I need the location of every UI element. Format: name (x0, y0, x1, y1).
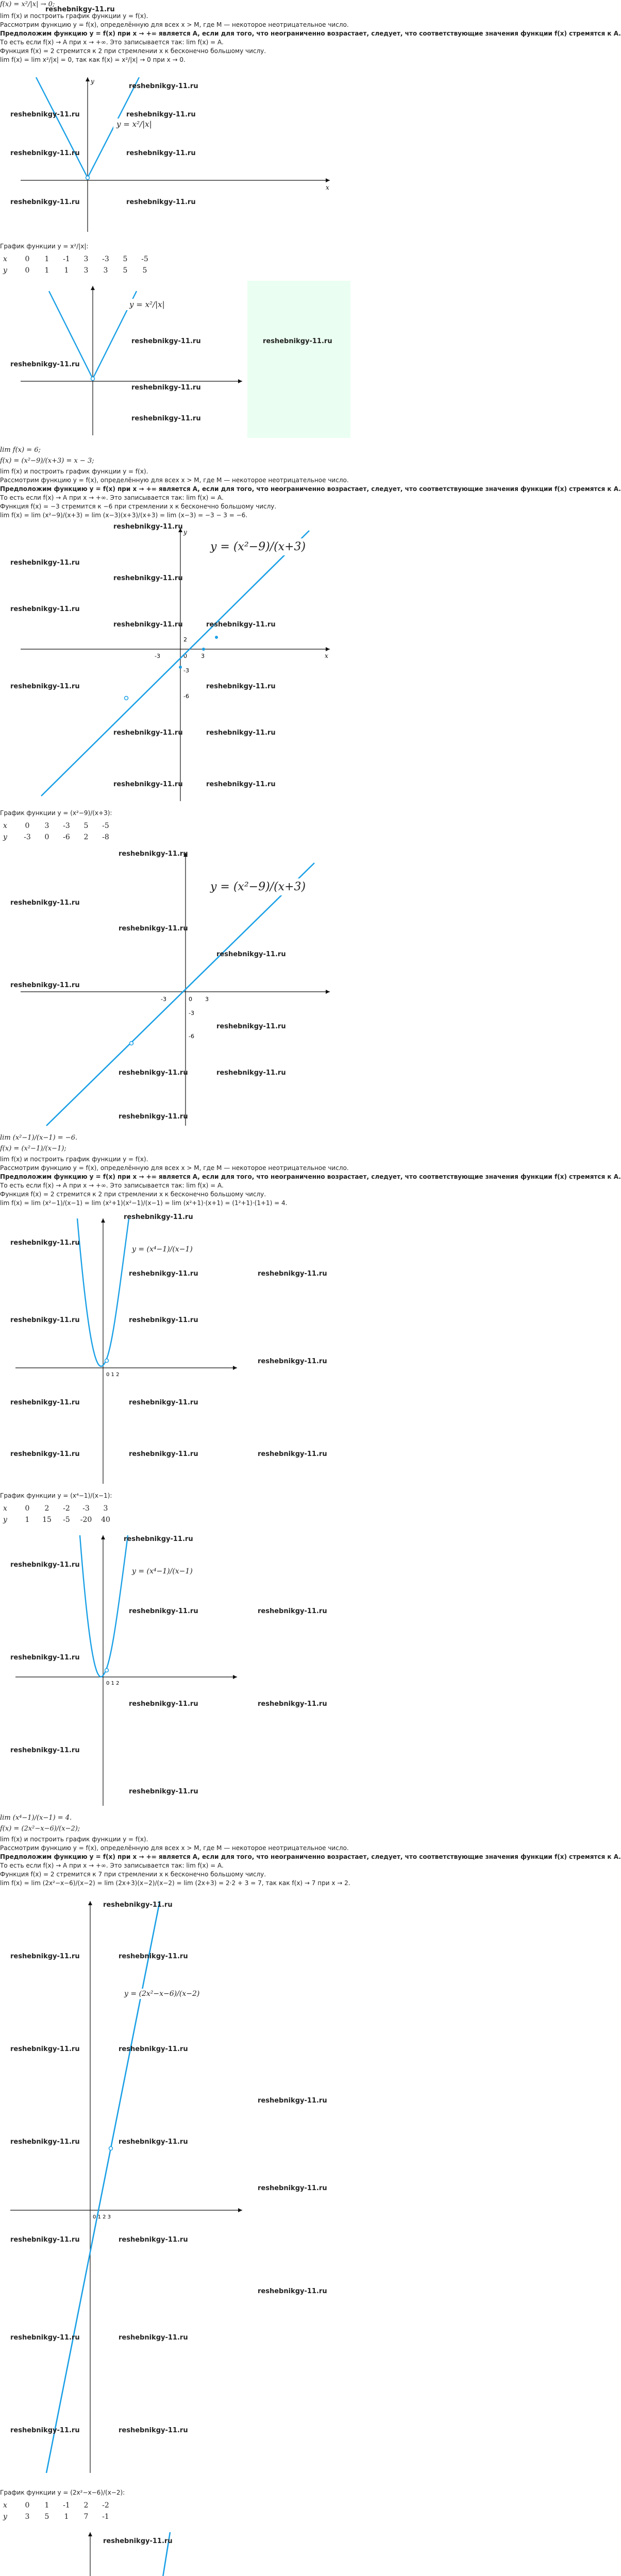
svg-text:y: y (91, 78, 94, 85)
section-3-intro (0, 1133, 621, 1208)
table-caption: График функции y = x²/|x|: (0, 243, 89, 250)
intro-line: lim f(x) = lim x²/|x| = 0, так как f(x) = x²/|x| → 0 при x → 0. (0, 56, 186, 63)
watermark: reshebnikgy-11.ru (10, 2045, 80, 2053)
svg-text:2: 2 (183, 636, 187, 643)
watermark: reshebnikgy-11.ru (129, 1270, 198, 1278)
watermark: reshebnikgy-11.ru (258, 1358, 327, 1365)
watermark: reshebnikgy-11.ru (119, 2045, 188, 2053)
watermark: reshebnikgy-11.ru (10, 2334, 80, 2342)
graph-label: y = (x⁴−1)/(x−1) (129, 1244, 196, 1255)
intro-line: lim f(x) и построить график функции y = f(x). (0, 1156, 148, 1163)
intro-line: Рассмотрим функцию y = f(x), определённую для всех x > M, где M — некоторое неотрицательное число. (0, 477, 349, 484)
svg-text:-6: -6 (183, 693, 189, 700)
watermark: reshebnikgy-11.ru (119, 850, 188, 858)
watermark: reshebnikgy-11.ru (10, 111, 80, 118)
watermark: reshebnikgy-11.ru (206, 683, 276, 690)
table-cell: 3 (103, 266, 108, 275)
watermark: reshebnikgy-11.ru (124, 1213, 193, 1221)
graph-panel-3 (0, 1213, 350, 1486)
section-2-intro (0, 446, 621, 520)
table-cell: 0 (25, 822, 30, 830)
table-caption: График функции y = (x²−9)/(x+3): (0, 809, 112, 817)
intro-line: f(x) = (x²−9)/(x+3) = x − 3; (0, 457, 94, 465)
svg-text:x: x (326, 184, 329, 191)
table-head: y (3, 833, 7, 841)
intro-line: lim f(x) = lim (x²−1)/(x−1) = lim (x²+1)(x²−1)/(x−1) = lim (x²+1)·(x+1) = (1²+1)·(1+1) = 4. (0, 1199, 288, 1207)
intro-line: Функция f(x) = 2 стремится к 2 при стремлении x к бесконечно большому числу. (0, 1191, 266, 1198)
watermark: reshebnikgy-11.ru (119, 1953, 188, 1960)
intro-line: Предположим функцию y = f(x) при x → +∞ является A, если для того, что неограниченно возрастает, следует, что соответствующие значения функции f(x) стремятся к A. (0, 1853, 621, 1860)
watermark: reshebnikgy-11.ru (10, 605, 80, 613)
svg-text:3: 3 (201, 653, 205, 659)
watermark: reshebnikgy-11.ru (113, 781, 183, 788)
watermark: reshebnikgy-11.ru (10, 1654, 80, 1662)
watermark: reshebnikgy-11.ru (10, 2138, 80, 2146)
watermark: reshebnikgy-11.ru (258, 1607, 327, 1615)
watermark: reshebnikgy-11.ru (10, 198, 80, 206)
intro-line: lim f(x) = lim (2x²−x−6)/(x−2) = lim (2x+3)(x−2)/(x−2) = lim (2x+3) = 2·2 + 3 = 7, так как f(x) → 7 при x → 2. (0, 1879, 350, 1887)
watermark: reshebnikgy-11.ru (129, 82, 198, 90)
watermark: reshebnikgy-11.ru (131, 415, 201, 422)
table-cell: 15 (42, 1516, 52, 1524)
table-cell: 3 (83, 255, 89, 263)
graph-panel-2 (0, 523, 350, 804)
section-2-table-caption (0, 809, 350, 818)
watermark: reshebnikgy-11.ru (129, 1607, 198, 1615)
watermark: reshebnikgy-11.ru (10, 2236, 80, 2244)
intro-line: f(x) = (2x²−x−6)/(x−2); (0, 1825, 80, 1833)
table-row-y (0, 832, 115, 843)
table-row-y (0, 2511, 115, 2522)
svg-text:-6: -6 (189, 1033, 194, 1040)
table-cell: 5 (83, 822, 89, 830)
table-row-x (0, 2500, 115, 2511)
watermark: reshebnikgy-11.ru (113, 729, 183, 737)
section-3-table-caption (0, 1492, 350, 1500)
table-caption: График функции y = (x⁴−1)/(x−1): (0, 1492, 112, 1499)
table-cell: 3 (103, 1504, 108, 1513)
table-cell: 1 (64, 2513, 69, 2521)
graph-4b (0, 2527, 350, 2576)
intro-line: Рассмотрим функцию y = f(x), определённую для всех x > M, где M — некоторое неотрицательное число. (0, 1844, 349, 1852)
graph-label: y = (2x²−x−6)/(x−2) (121, 1989, 203, 1999)
intro-line: Функция f(x) = −3 стремится к −6 при стремлении x к бесконечно большому числу. (0, 503, 277, 510)
table-cell: 5 (44, 2513, 49, 2521)
graph-panel-4 (0, 1896, 350, 2478)
intro-line: Предположим функцию y = f(x) при x → +∞ является A, если для того, что неограниченно возрастает, следует, что соответствующие значения функции f(x) стремятся к A. (0, 485, 621, 493)
watermark: reshebnikgy-11.ru (10, 2427, 80, 2434)
watermark: reshebnikgy-11.ru (206, 621, 276, 629)
watermark: reshebnikgy-11.ru (129, 1450, 198, 1458)
table-cell: 7 (83, 2513, 89, 2521)
watermark: reshebnikgy-11.ru (10, 1450, 80, 1458)
intro-line: lim f(x) = lim (x²−9)/(x+3) = lim (x−3)(x+3)/(x+3) = lim (x−3) = −3 − 3 = −6. (0, 512, 248, 519)
table-head: x (3, 255, 7, 263)
watermark: reshebnikgy-11.ru (45, 6, 115, 13)
watermark: reshebnikgy-11.ru (10, 361, 80, 368)
table-cell: 1 (25, 1516, 30, 1524)
table-cell: 1 (44, 266, 49, 275)
watermark: reshebnikgy-11.ru (129, 1700, 198, 1708)
watermark: reshebnikgy-11.ru (103, 2537, 173, 2545)
table-cell: 1 (64, 266, 69, 275)
watermark: reshebnikgy-11.ru (113, 621, 183, 629)
svg-text:-3: -3 (155, 653, 160, 659)
watermark: reshebnikgy-11.ru (126, 111, 196, 118)
graph-label: y = x²/|x| (126, 299, 168, 310)
watermark: reshebnikgy-11.ru (10, 1239, 80, 1247)
watermark: reshebnikgy-11.ru (258, 1450, 327, 1458)
watermark: reshebnikgy-11.ru (129, 1316, 198, 1324)
table-cell: 0 (25, 255, 30, 263)
table-cell: -3 (63, 822, 70, 830)
table-cell: 0 (25, 266, 30, 275)
watermark: reshebnikgy-11.ru (113, 523, 183, 531)
watermark: reshebnikgy-11.ru (119, 2334, 188, 2342)
intro-line: То есть если f(x) → A при x → +∞. Это записывается так: lim f(x) = A. (0, 1862, 224, 1869)
table-cell: 3 (44, 822, 49, 830)
table-cell: 2 (83, 2501, 89, 2510)
table-cell: 40 (101, 1516, 110, 1524)
intro-line: lim (x⁴−1)/(x−1) = 4. (0, 1814, 72, 1822)
watermark: reshebnikgy-11.ru (10, 899, 80, 907)
watermark: reshebnikgy-11.ru (119, 925, 188, 933)
graph-panel-1 (0, 72, 350, 237)
table-cell: -3 (24, 833, 31, 841)
watermark: reshebnikgy-11.ru (129, 1399, 198, 1406)
table-cell: 5 (123, 266, 128, 275)
watermark: reshebnikgy-11.ru (10, 1953, 80, 1960)
intro-line: Предположим функцию y = f(x) при x → +∞ является A, если для того, что неограниченно возрастает, следует, что соответствующие значения функции f(x) стремятся к A. (0, 30, 621, 37)
watermark: reshebnikgy-11.ru (103, 1901, 173, 1909)
table-cell: 3 (25, 2513, 30, 2521)
table-cell: -3 (82, 1504, 90, 1513)
svg-text:y: y (183, 529, 187, 536)
intro-line: Функция f(x) = 2 стремится к 2 при стремлении x к бесконечно большому числу. (0, 47, 266, 55)
svg-text:0 1 2: 0 1 2 (106, 1681, 120, 1686)
table-cell: -1 (63, 2501, 70, 2510)
table-head: x (3, 1504, 7, 1513)
table-head: x (3, 822, 7, 830)
watermark: reshebnikgy-11.ru (10, 981, 80, 989)
intro-line: То есть если f(x) → A при x → +∞. Это записывается так: lim f(x) = A. (0, 494, 224, 501)
values-table-1 (0, 253, 155, 276)
table-cell: -6 (63, 833, 70, 841)
watermark: reshebnikgy-11.ru (10, 149, 80, 157)
table-head: x (3, 2501, 7, 2510)
table-cell: 5 (123, 255, 128, 263)
table-head: y (3, 266, 7, 275)
watermark: reshebnikgy-11.ru (119, 2138, 188, 2146)
table-cell: 0 (44, 833, 49, 841)
svg-text:0: 0 (183, 653, 187, 659)
watermark: reshebnikgy-11.ru (258, 1700, 327, 1708)
table-cell: 0 (25, 2501, 30, 2510)
table-cell: 3 (83, 266, 89, 275)
watermark: reshebnikgy-11.ru (216, 1023, 286, 1030)
table-cell: 2 (83, 833, 89, 841)
section-4-table-caption (0, 2488, 350, 2497)
watermark: reshebnikgy-11.ru (119, 1113, 188, 1121)
svg-text:x: x (325, 652, 328, 659)
table-cell: -5 (63, 1516, 70, 1524)
graph-panel-2b (0, 848, 350, 1128)
values-table-3 (0, 1503, 115, 1526)
watermark: reshebnikgy-11.ru (216, 951, 286, 958)
svg-text:0 1 2 3: 0 1 2 3 (93, 2214, 111, 2220)
watermark: reshebnikgy-11.ru (263, 337, 332, 345)
graph-panel-4b (0, 2527, 350, 2576)
table-row-x (0, 1503, 115, 1514)
intro-line: lim f(x) и построить график функции y = f(x). (0, 1836, 148, 1843)
watermark: reshebnikgy-11.ru (216, 1069, 286, 1077)
section-1-table-caption (0, 242, 350, 251)
svg-text:0: 0 (189, 996, 192, 1003)
intro-line: Предположим функцию y = f(x) при x → +∞ является A, если для того, что неограниченно возрастает, следует, что соответствующие значения функции f(x) стремятся к A. (0, 1173, 621, 1180)
table-cell: -1 (63, 255, 70, 263)
table-row-x (0, 820, 115, 832)
watermark: reshebnikgy-11.ru (129, 1788, 198, 1795)
svg-text:3: 3 (205, 996, 209, 1003)
graph-label: y = (x²−9)/(x+3) (206, 878, 310, 895)
svg-text:0 1 2: 0 1 2 (106, 1372, 120, 1378)
svg-text:-3: -3 (161, 996, 166, 1003)
graph-label: y = (x²−9)/(x+3) (206, 538, 310, 555)
watermark: reshebnikgy-11.ru (126, 198, 196, 206)
table-cell: 1 (44, 2501, 49, 2510)
intro-line: Рассмотрим функцию y = f(x), определённую для всех x > M, где M — некоторое неотрицательное число. (0, 21, 349, 28)
intro-line: lim f(x) и построить график функции y = f(x). (0, 12, 148, 20)
table-row-y (0, 1514, 115, 1526)
table-cell: -5 (141, 255, 148, 263)
watermark: reshebnikgy-11.ru (119, 2427, 188, 2434)
values-table-4 (0, 2500, 115, 2522)
intro-line: lim (x²−1)/(x−1) = −6. (0, 1134, 78, 1142)
watermark: reshebnikgy-11.ru (131, 337, 201, 345)
watermark: reshebnikgy-11.ru (258, 2287, 327, 2295)
intro-line: Рассмотрим функцию y = f(x), определённую для всех x > M, где M — некоторое неотрицательное число. (0, 1164, 349, 1172)
intro-line: То есть если f(x) → A при x → +∞. Это записывается так: lim f(x) = A. (0, 1182, 224, 1189)
table-cell: 5 (142, 266, 147, 275)
values-table-2 (0, 820, 115, 843)
graph-label: y = x²/|x| (113, 118, 155, 130)
graph-panel-1b (0, 281, 350, 438)
table-cell: -2 (63, 1504, 70, 1513)
watermark: reshebnikgy-11.ru (258, 1270, 327, 1278)
intro-line: f(x) = (x²−1)/(x−1); (0, 1145, 66, 1153)
watermark: reshebnikgy-11.ru (10, 1399, 80, 1406)
intro-line: f(x) = x²/|x| → 0; (0, 1, 55, 8)
watermark: reshebnikgy-11.ru (126, 149, 196, 157)
table-head: y (3, 2513, 7, 2521)
table-cell: -1 (102, 2513, 109, 2521)
intro-line: Функция f(x) = 2 стремится к 7 при стремлении x к бесконечно большому числу. (0, 1871, 266, 1878)
watermark: reshebnikgy-11.ru (113, 574, 183, 582)
intro-line: То есть если f(x) → A при x → +∞. Это записывается так: lim f(x) = A. (0, 39, 224, 46)
table-caption: График функции y = (2x²−x−6)/(x−2): (0, 2489, 125, 2496)
table-cell: 2 (44, 1504, 49, 1513)
table-cell: -5 (102, 822, 109, 830)
table-cell: -20 (80, 1516, 92, 1524)
table-cell: 1 (44, 255, 49, 263)
table-cell: -8 (102, 833, 109, 841)
svg-text:-3: -3 (189, 1010, 194, 1016)
watermark: reshebnikgy-11.ru (10, 1561, 80, 1569)
table-row-y (0, 265, 155, 276)
section-4-intro (0, 1814, 621, 1888)
section-1-intro (0, 0, 621, 64)
intro-line: lim f(x) = 6; (0, 446, 41, 454)
watermark: reshebnikgy-11.ru (206, 729, 276, 737)
intro-line: lim f(x) и построить график функции y = f(x). (0, 468, 148, 475)
watermark: reshebnikgy-11.ru (10, 559, 80, 567)
watermark: reshebnikgy-11.ru (10, 683, 80, 690)
table-cell: -3 (102, 255, 109, 263)
graph-panel-3b (0, 1530, 350, 1808)
watermark: reshebnikgy-11.ru (119, 1069, 188, 1077)
watermark: reshebnikgy-11.ru (10, 1316, 80, 1324)
watermark: reshebnikgy-11.ru (131, 384, 201, 392)
table-row-x (0, 253, 155, 265)
table-cell: 0 (25, 1504, 30, 1513)
watermark: reshebnikgy-11.ru (124, 1535, 193, 1543)
watermark: reshebnikgy-11.ru (258, 2097, 327, 2105)
watermark: reshebnikgy-11.ru (206, 781, 276, 788)
watermark: reshebnikgy-11.ru (10, 1747, 80, 1754)
svg-text:-3: -3 (183, 667, 189, 674)
table-cell: -2 (102, 2501, 109, 2510)
graph-label: y = (x⁴−1)/(x−1) (129, 1566, 196, 1577)
table-head: y (3, 1516, 7, 1524)
watermark: reshebnikgy-11.ru (119, 2236, 188, 2244)
watermark: reshebnikgy-11.ru (258, 2184, 327, 2192)
